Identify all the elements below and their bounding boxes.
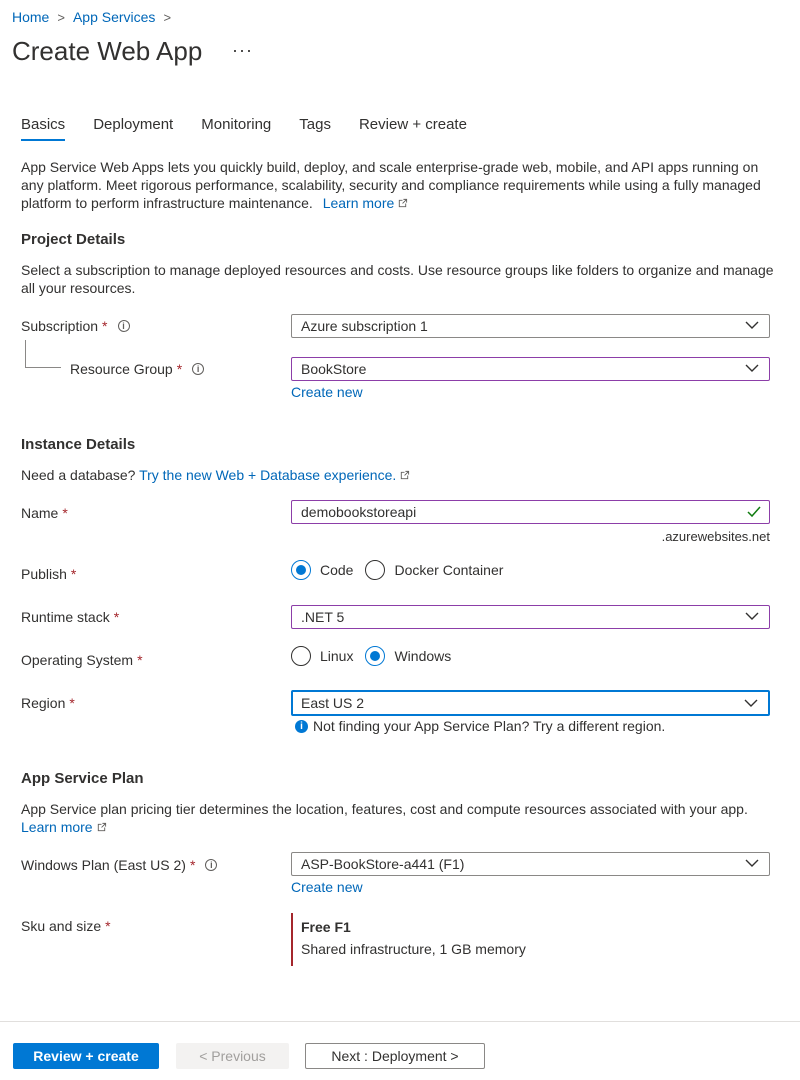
- subscription-value: Azure subscription 1: [301, 318, 428, 334]
- more-options-icon[interactable]: ···: [232, 40, 253, 60]
- instance-details-title: Instance Details: [21, 436, 136, 453]
- database-prompt: [21, 466, 781, 484]
- windows-plan-value: ASP-BookStore-a441 (F1): [301, 856, 465, 872]
- create-new-resource-group-link[interactable]: Create new: [291, 384, 363, 400]
- info-icon[interactable]: i: [192, 363, 204, 375]
- os-windows-radio[interactable]: [365, 646, 385, 666]
- publish-code-label[interactable]: Code: [320, 562, 354, 578]
- tab-tags[interactable]: Tags: [299, 116, 331, 133]
- sku-description: Shared infrastructure, 1 GB memory: [301, 941, 526, 957]
- required-asterisk: *: [176, 361, 183, 377]
- resource-group-dropdown[interactable]: [291, 357, 770, 381]
- windows-plan-dropdown[interactable]: [291, 852, 770, 876]
- review-create-button[interactable]: Review + create: [13, 1043, 159, 1069]
- breadcrumb-home-link[interactable]: Home: [12, 9, 50, 25]
- breadcrumb: [12, 9, 179, 25]
- intro-description: [21, 158, 781, 212]
- chevron-down-icon: [745, 320, 759, 330]
- resource-group-value: BookStore: [301, 361, 367, 377]
- checkmark-icon: [747, 505, 761, 519]
- region-label: [21, 695, 75, 711]
- os-windows-label[interactable]: Windows: [394, 648, 452, 664]
- tab-basics[interactable]: Basics: [21, 116, 65, 141]
- region-value: East US 2: [301, 695, 365, 711]
- page-title: Create Web App: [12, 36, 203, 66]
- sku-size-label-text: Sku and size: [21, 918, 102, 934]
- required-asterisk: *: [105, 918, 111, 934]
- database-prompt-text: Need a database?: [21, 467, 136, 483]
- breadcrumb-separator: >: [163, 9, 172, 25]
- runtime-stack-label: [21, 609, 119, 625]
- tab-bar: [21, 116, 495, 141]
- subscription-label-text: Subscription: [21, 318, 99, 334]
- learn-more-label: Learn more: [322, 195, 395, 211]
- tree-connector-horizontal: [25, 367, 61, 368]
- resource-group-label: [70, 361, 204, 377]
- required-asterisk: *: [102, 318, 108, 334]
- region-label-text: Region: [21, 695, 66, 711]
- info-icon[interactable]: i: [205, 859, 217, 871]
- chevron-down-icon: [744, 698, 758, 708]
- name-label: [21, 505, 68, 521]
- intro-text: App Service Web Apps lets you quickly build, deploy, and scale enterprise-grade web, mobile, and API apps running on any platform. Meet rigorous performance, scalability, security and compliance requirements while using a fully managed platform to perform infrastructure maintenance.: [21, 159, 761, 211]
- region-hint-text: Not finding your App Service Plan? Try a different region.: [313, 718, 666, 734]
- breadcrumb-separator: >: [57, 9, 65, 25]
- sku-selector[interactable]: [291, 913, 526, 966]
- app-service-plan-description: [21, 800, 781, 836]
- region-dropdown[interactable]: [291, 690, 770, 716]
- info-filled-icon: i: [295, 720, 308, 733]
- web-database-link[interactable]: [139, 467, 410, 483]
- domain-suffix: .azurewebsites.net: [661, 529, 770, 544]
- chevron-down-icon: [745, 363, 759, 373]
- publish-docker-label[interactable]: Docker Container: [394, 562, 504, 578]
- windows-plan-label: [21, 857, 217, 873]
- operating-system-radio-group: [291, 646, 463, 666]
- runtime-stack-label-text: Runtime stack: [21, 609, 110, 625]
- publish-radio-group: [291, 560, 515, 580]
- info-icon[interactable]: i: [118, 320, 130, 332]
- web-database-link-label: Try the new Web + Database experience.: [139, 467, 397, 483]
- plan-learn-more-link[interactable]: [21, 819, 107, 835]
- tree-connector-vertical: [25, 340, 26, 367]
- radio-selected-dot: [370, 651, 380, 661]
- resource-group-label-text: Resource Group: [70, 361, 173, 377]
- name-input[interactable]: [291, 500, 770, 524]
- publish-docker-radio[interactable]: [365, 560, 385, 580]
- app-service-plan-title: App Service Plan: [21, 770, 144, 787]
- tab-monitoring[interactable]: Monitoring: [201, 116, 272, 133]
- external-link-icon: [397, 198, 408, 209]
- project-details-description: Select a subscription to manage deployed resources and costs. Use resource groups like folders to organize and manage all your resources.: [21, 262, 774, 296]
- sku-title: Free F1: [301, 919, 351, 935]
- subscription-dropdown[interactable]: [291, 314, 770, 338]
- required-asterisk: *: [137, 652, 143, 668]
- next-deployment-button[interactable]: Next : Deployment >: [305, 1043, 485, 1069]
- os-linux-label[interactable]: Linux: [320, 648, 354, 664]
- required-asterisk: *: [62, 505, 68, 521]
- windows-plan-label-text: Windows Plan (East US 2): [21, 857, 186, 873]
- plan-learn-more-label: Learn more: [21, 819, 93, 835]
- subscription-label: [21, 318, 130, 334]
- name-label-text: Name: [21, 505, 59, 521]
- tab-review-create[interactable]: Review + create: [358, 116, 467, 133]
- sku-size-label: [21, 918, 111, 934]
- create-new-plan-link[interactable]: Create new: [291, 879, 363, 895]
- publish-code-radio[interactable]: [291, 560, 311, 580]
- name-input-value: demobookstoreapi: [301, 504, 417, 520]
- chevron-down-icon: [745, 611, 759, 621]
- project-details-title: Project Details: [21, 231, 126, 248]
- radio-selected-dot: [296, 565, 306, 575]
- footer-divider: [0, 1021, 800, 1022]
- app-service-plan-description-text: App Service plan pricing tier determines the location, features, cost and compute resources associated with your app.: [21, 801, 748, 817]
- required-asterisk: *: [189, 857, 196, 873]
- operating-system-label-text: Operating System: [21, 652, 134, 668]
- breadcrumb-app-services-link[interactable]: App Services: [72, 9, 156, 25]
- publish-label: [21, 566, 76, 582]
- os-linux-radio[interactable]: [291, 646, 311, 666]
- tab-deployment[interactable]: Deployment: [93, 116, 174, 133]
- previous-button[interactable]: < Previous: [176, 1043, 289, 1069]
- operating-system-label: [21, 652, 143, 668]
- runtime-stack-value: .NET 5: [301, 609, 345, 625]
- required-asterisk: *: [113, 609, 120, 625]
- external-link-icon: [96, 822, 107, 833]
- learn-more-link[interactable]: [323, 195, 409, 211]
- required-asterisk: *: [70, 566, 77, 582]
- required-asterisk: *: [69, 695, 75, 711]
- chevron-down-icon: [745, 858, 759, 868]
- publish-label-text: Publish: [21, 566, 67, 582]
- region-hint: [295, 718, 665, 734]
- external-link-icon: [399, 470, 410, 481]
- runtime-stack-dropdown[interactable]: [291, 605, 770, 629]
